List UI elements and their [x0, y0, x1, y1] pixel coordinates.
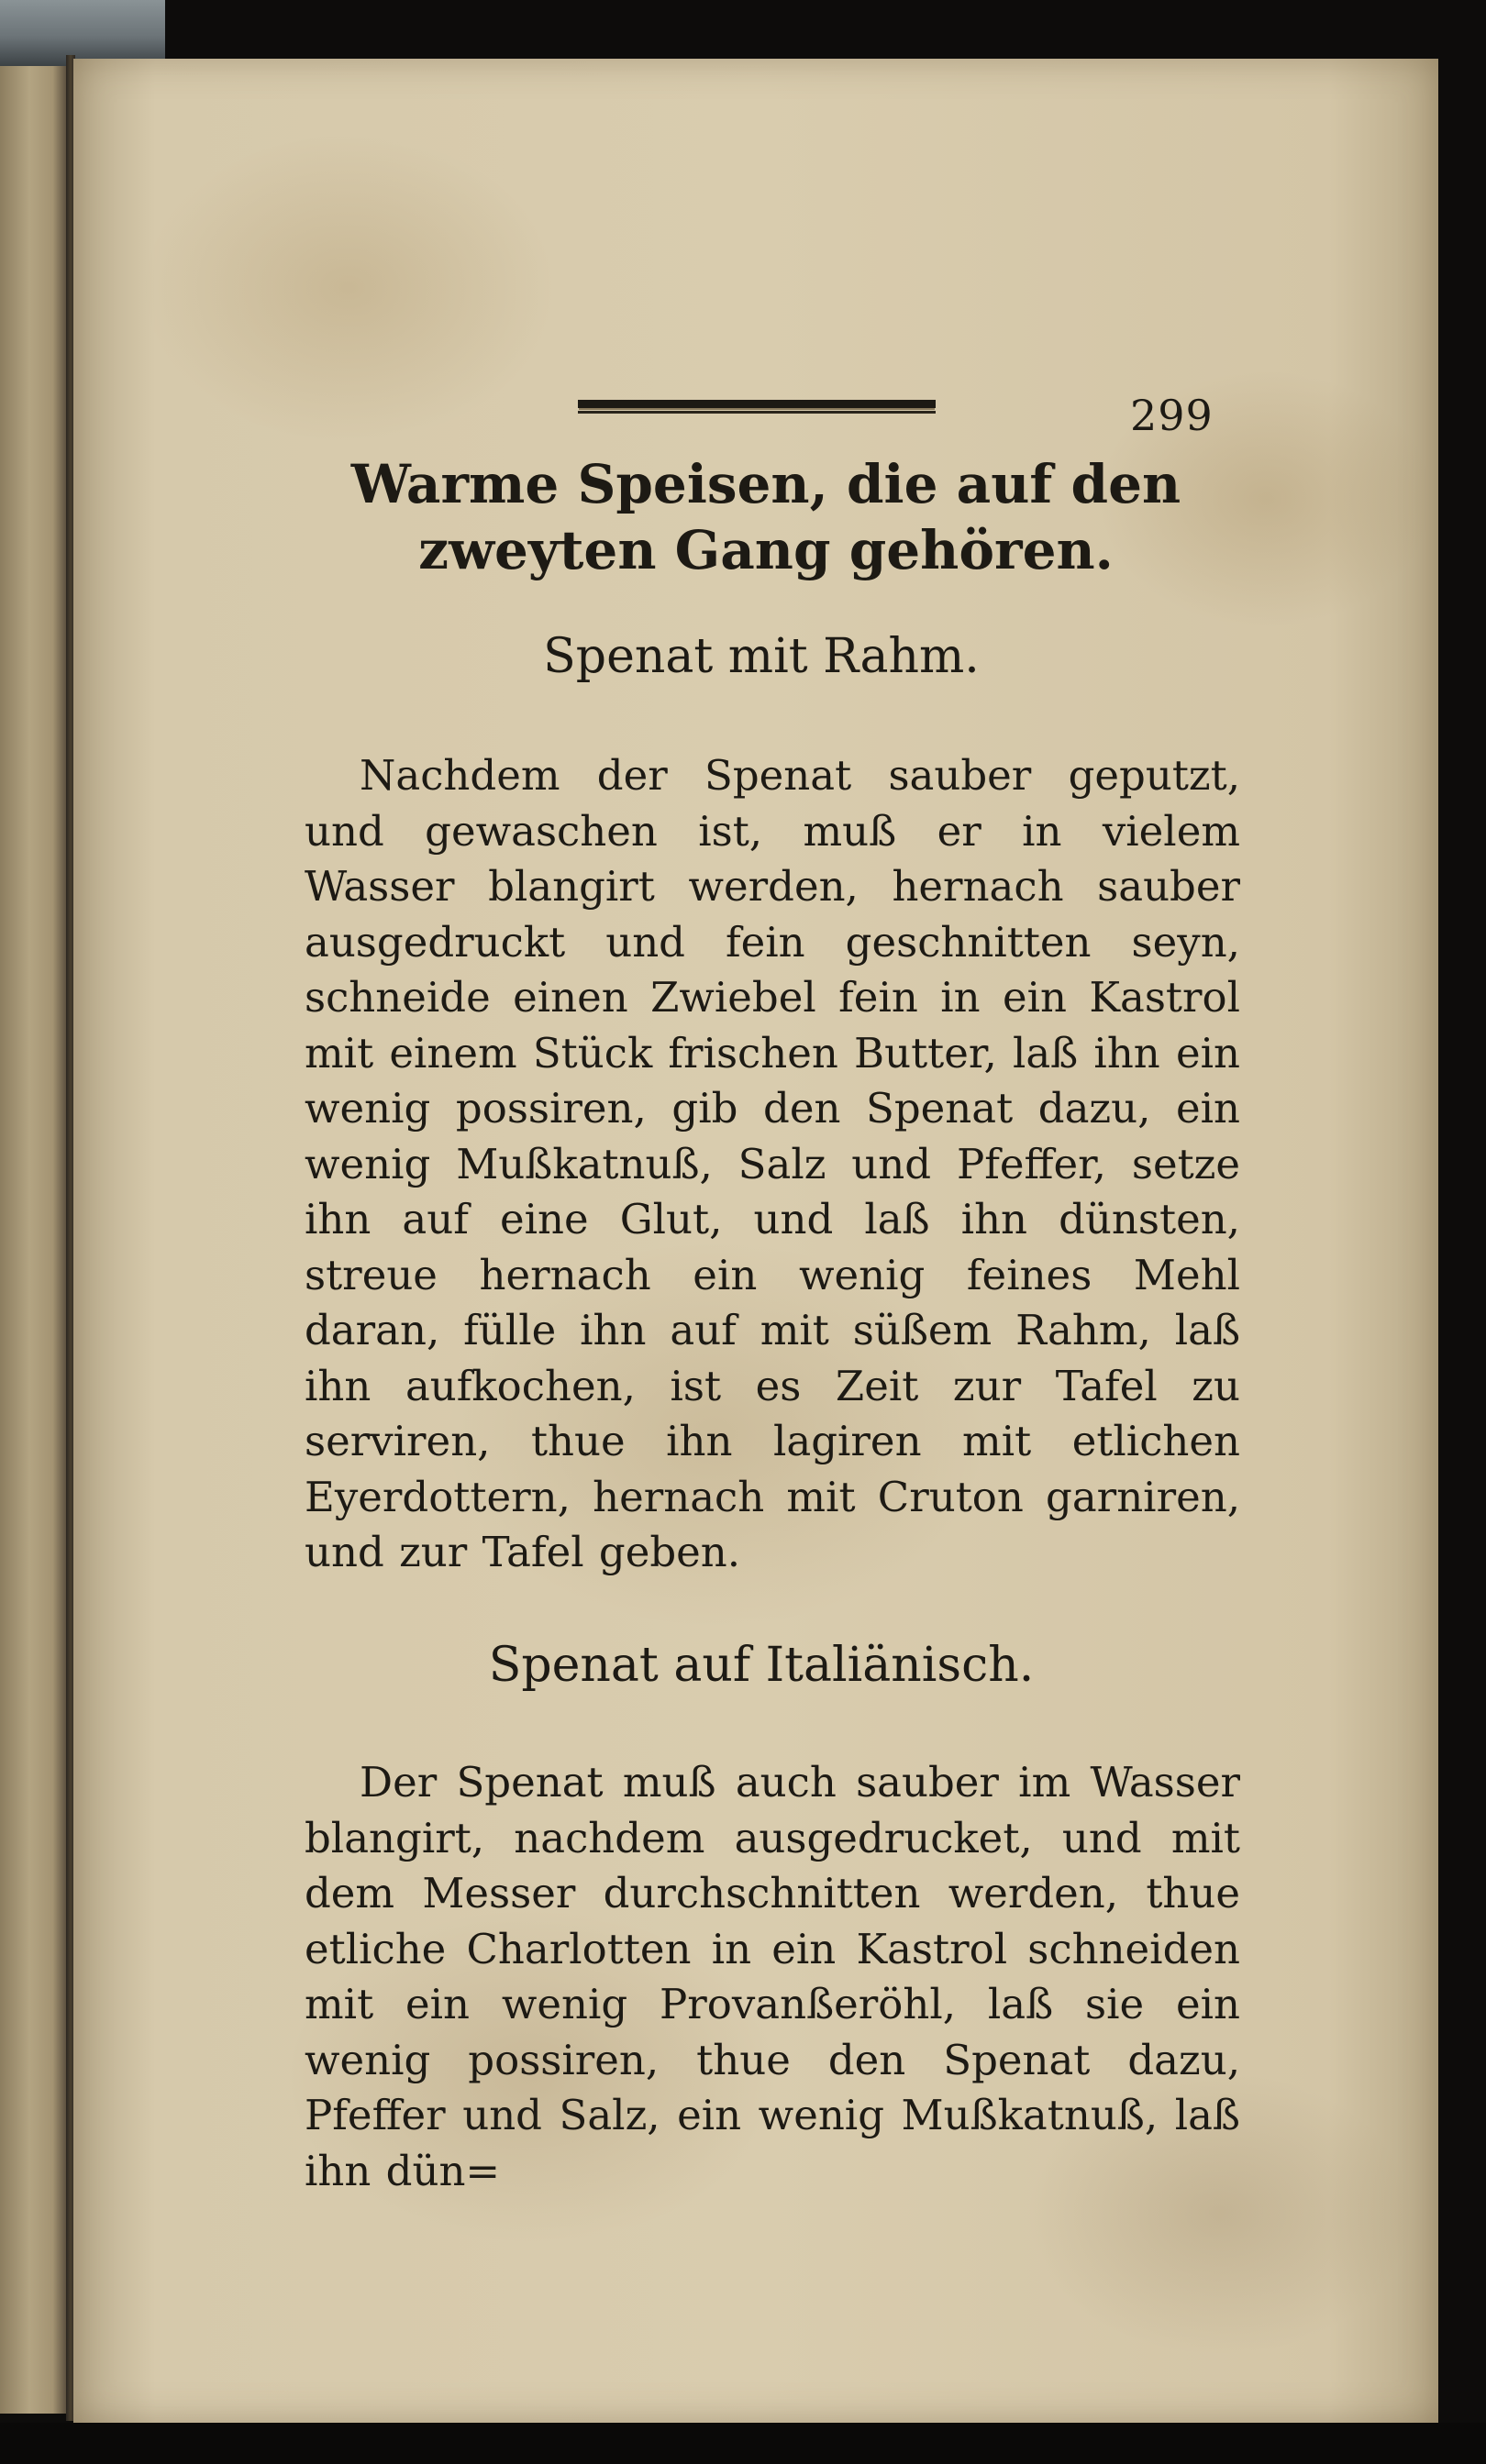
paragraph-text: Nachdem der Spenat sauber geputzt, und gewaschen ist, muß er in vielem Wasser blangirt werden, hernach sauber ausgedruckt und fein geschnitten seyn, schneide einen Zwiebel fein in ein Kastrol mit einem Stück frischen Butter, laß ihn ein wenig possiren, gib den Spenat dazu, ein wenig Mußkatnuß, Salz und Pfeffer, setze ihn auf eine Glut, und laß ihn dünsten, streue hernach ein wenig feines Mehl daran, fülle ihn auf mit süßem Rahm, laß ihn aufkochen, ist es Zeit zur Tafel zu serviren, thue ihn lagiren mit etlichen Eyerdottern, hernach mit Cruton garniren, und zur Tafel geben. [305, 751, 1240, 1576]
scan-bottom-edge [0, 2423, 1486, 2464]
paragraph-text: Der Spenat muß auch sauber im Wasser blangirt, nachdem ausgedrucket, und mit dem Messer durchschnitten werden, thue etliche Charlotten in ein Kastrol schneiden mit ein wenig Provanßeröhl, laß sie ein wenig possiren, thue den Spenat dazu, Pfeffer und Salz, ein wenig Mußkatnuß, laß ihn dün= [305, 1758, 1240, 2195]
header-rule [578, 400, 936, 408]
section-paragraph [305, 748, 1240, 1581]
chapter-title: Warme Speisen, die auf den zweyten Gang gehören. [350, 453, 1181, 581]
left-page-edge [0, 66, 66, 2414]
page-number: 299 [1130, 391, 1214, 440]
section-heading: Spenat auf Italiänisch. [488, 1638, 1035, 1693]
book-page [73, 59, 1438, 2423]
section-paragraph [305, 1755, 1240, 2199]
section-heading: Spenat mit Rahm. [543, 629, 980, 684]
